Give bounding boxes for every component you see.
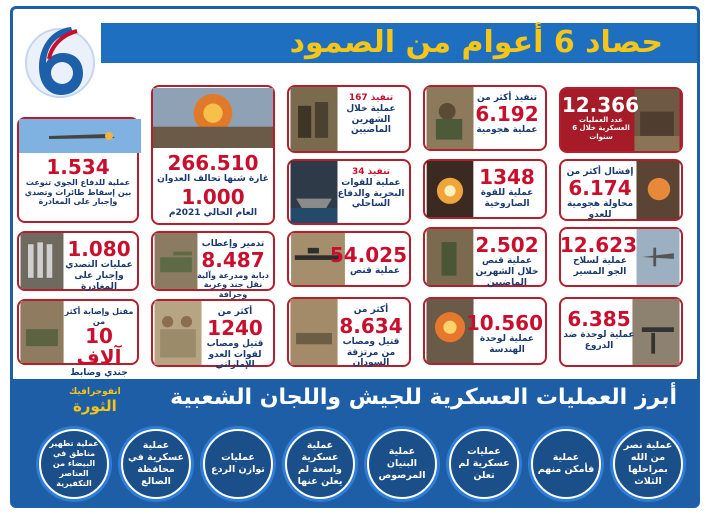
anti-armor-image <box>631 299 681 365</box>
drone-force-label: عملية لسلاح الجو المسير <box>573 256 627 277</box>
interception-number: 1.080 <box>67 237 131 261</box>
total-operations-number: 12.366 <box>561 93 639 117</box>
anti-armor-number: 6.385 <box>567 307 631 331</box>
card-saudi-casualties <box>17 299 139 379</box>
operation-label: عملية عسكرية في محافظة الضالع <box>127 440 185 487</box>
card-airstrikes <box>151 85 275 225</box>
header <box>13 9 697 71</box>
card-vehicles-destroyed <box>151 231 275 299</box>
uae-pre: أكثر من <box>217 307 253 317</box>
fighters-image <box>289 87 339 151</box>
operation-label: عمليات عسكرية لم تعلن <box>458 446 510 481</box>
airstrikes-label: غارة شنها تحالف العدوان <box>157 174 269 184</box>
card-foiled-attacks <box>559 159 683 221</box>
card-uae-casualties <box>151 299 275 371</box>
card-anti-armor <box>559 297 683 367</box>
source-badge <box>69 387 121 415</box>
fire-image <box>635 161 681 219</box>
recent-sniping-label: عملية قنص خلال الشهرين الماضيين <box>475 256 539 288</box>
operation-item <box>285 429 355 499</box>
vehicles-label: دبابة ومدرعة وآلية نقل جند وعربة وجرافة <box>197 270 269 299</box>
naval-ops-pre <box>335 167 407 178</box>
explosion-image <box>153 87 273 149</box>
rockets-image <box>19 233 65 289</box>
uae-label: قتيل ومصاب لقوات العدو الإماراتي <box>206 338 264 371</box>
airstrikes-number: 266.510 <box>167 151 259 175</box>
operation-item <box>367 429 437 499</box>
anti-armor-label: عملية لوحدة ضد الدروع <box>563 330 635 351</box>
current-year-number: 1.000 <box>181 184 245 209</box>
operation-label: عملية نصر من الله بمراحلها الثلاث <box>623 440 673 487</box>
sudan-label: قتيل ومصاب من مرتزقة السودان <box>342 336 400 369</box>
operation-item <box>39 429 109 499</box>
casualties-image <box>19 301 65 363</box>
troops-image <box>153 301 203 365</box>
operation-label: عملية فأمكن منهم <box>537 452 595 475</box>
page-title: حصاد 6 أعوام من الصمود <box>289 25 663 60</box>
foiled-attacks-label: محاولة هجومية للعدو <box>566 198 634 220</box>
infographic-frame <box>10 6 700 508</box>
card-missile-force <box>423 159 547 219</box>
air-defense-number: 1.534 <box>46 155 110 179</box>
naval-ops-pre-text: تنفيذ <box>367 167 391 177</box>
card-drone-force <box>559 227 683 287</box>
operation-item <box>531 429 601 499</box>
prisoner-image <box>289 299 339 365</box>
badge-top: انفوجرافيك <box>69 387 121 397</box>
card-sniping <box>287 231 411 287</box>
drone-image <box>635 229 681 285</box>
card-sudan-casualties <box>287 297 411 367</box>
total-operations-label: عدد العمليات العسكرية خلال 6 سنوات <box>572 116 630 141</box>
logo-six-icon <box>21 13 99 109</box>
air-defense-image <box>19 119 137 153</box>
operations-section <box>13 379 697 505</box>
drone-force-number: 12.623 <box>559 233 637 257</box>
saudi-pre: مقتل وإصابة أكثر من <box>64 307 134 326</box>
card-engineering <box>423 297 547 365</box>
naval-image <box>289 161 339 223</box>
current-year-label: العام الحالي 2021م <box>168 207 258 218</box>
missile-force-number: 1348 <box>479 165 535 189</box>
card-interception <box>17 231 139 291</box>
badge-main: الثورة <box>72 397 117 415</box>
recent-ops-label: عملية خلال الشهرين الماضيين <box>346 103 396 136</box>
foiled-attacks-pre: إفشال أكثر من <box>566 167 634 177</box>
interception-label: عمليات التصدي وإجبار على المغادرة <box>65 260 133 292</box>
foiled-attacks-number: 6.174 <box>568 175 632 200</box>
card-total-operations <box>559 87 683 153</box>
operation-label: عملية تطهير مناطق في البيضاء من العناصر التكفيرية <box>49 439 99 488</box>
six-years-logo <box>21 13 99 109</box>
card-naval-ops <box>287 159 411 225</box>
tank-image <box>153 233 199 289</box>
recent-ops-pre-text: تنفيذ <box>370 93 394 103</box>
saudi-number: 10 آلاف <box>76 324 122 370</box>
uae-number: 1240 <box>207 315 263 340</box>
engineering-number: 10.560 <box>465 311 543 335</box>
operation-label: عملية البنيان المرصوص <box>378 446 426 481</box>
recent-ops-number: 167 <box>348 93 368 103</box>
vehicles-number: 8.487 <box>201 247 265 272</box>
engineering-label: عملية لوحدة الهندسة <box>479 334 535 355</box>
operations-title: أبرز العمليات العسكرية للجيش واللجان الشعبية <box>170 385 677 410</box>
operation-item <box>613 429 683 499</box>
card-air-defense-box <box>17 117 139 223</box>
card-recent-sniping <box>423 227 547 287</box>
recent-sniping-number: 2.502 <box>475 233 539 257</box>
soldier-image <box>425 87 475 149</box>
vehicles-pre: تدمير وإعطاب <box>201 239 265 249</box>
naval-ops-label: عملية للقوات البحرية والدفاع الساحلي <box>337 177 405 210</box>
offensive-ops-label: عملية هجومية <box>476 124 538 135</box>
operation-item <box>121 429 191 499</box>
sniping-number: 54.025 <box>329 243 407 267</box>
air-defense-label: عملية للدفاع الجوي تنوعت بين إسقاط طائرات وتصدي وإجبار على المغادرة <box>24 178 132 207</box>
operation-item <box>449 429 519 499</box>
sudan-pre: أكثر من <box>353 305 389 315</box>
missile-image <box>425 161 475 217</box>
recent-ops-pre <box>335 93 407 104</box>
offensive-ops-number: 6.192 <box>475 101 539 126</box>
card-recent-ops <box>287 85 411 153</box>
sudan-number: 8.634 <box>339 313 403 338</box>
saudi-label: جندي وضابط <box>70 368 128 379</box>
offensive-ops-pre: تنفيذ أكثر من <box>477 93 537 103</box>
sniper-image <box>425 229 475 285</box>
operation-item <box>203 429 273 499</box>
naval-ops-number: 34 <box>351 167 365 177</box>
operation-label: عملية عسكرية واسعة لم يعلن عنها <box>297 440 343 487</box>
sniping-label: عملية قنص <box>350 266 400 276</box>
missile-force-label: عملية للقوة الصاروخية <box>480 188 534 209</box>
card-offensive-ops <box>423 85 547 151</box>
operation-label: عمليات توازن الردع <box>211 452 265 475</box>
artillery-image <box>633 89 681 151</box>
